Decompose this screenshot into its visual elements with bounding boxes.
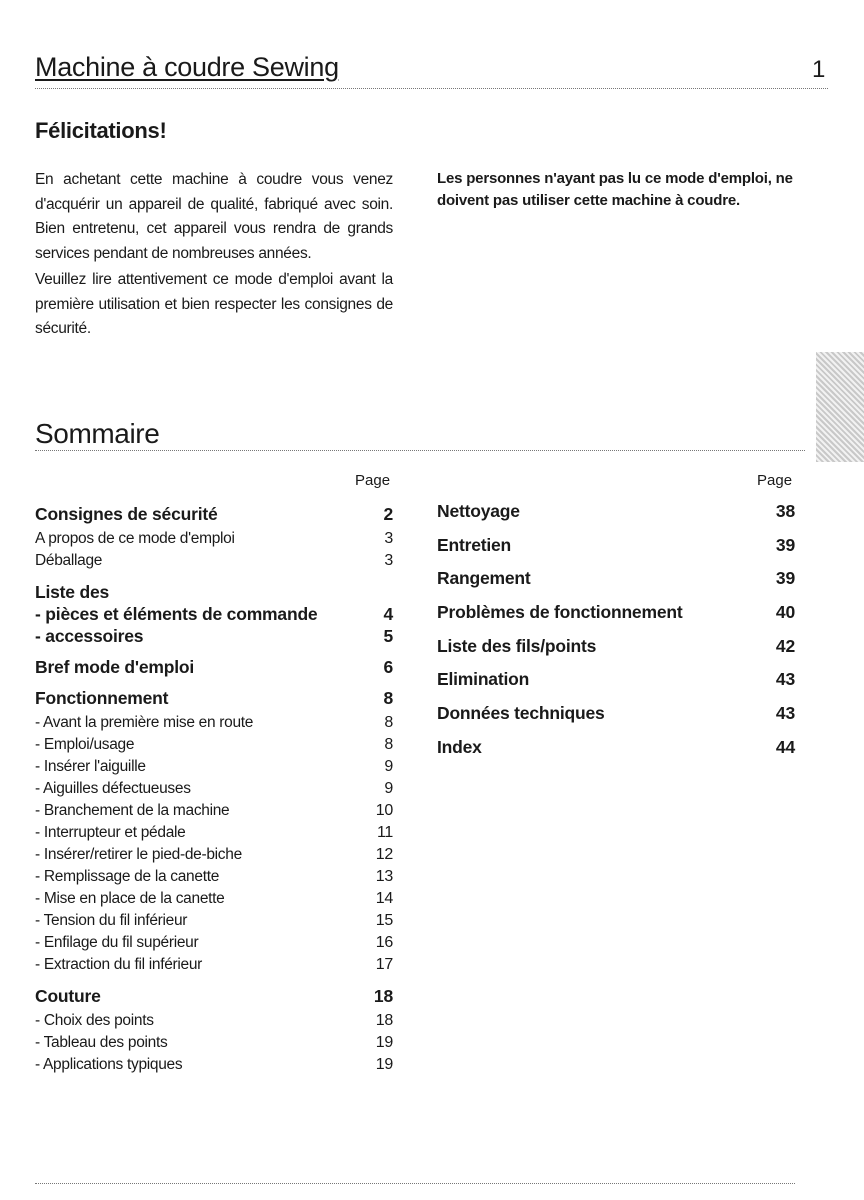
toc-entry-label: Problèmes de fonctionnement	[437, 602, 683, 623]
toc-entry	[35, 844, 393, 866]
toc-right-column	[437, 500, 795, 770]
toc-entry	[35, 603, 393, 625]
toc-entry-label: Elimination	[437, 669, 530, 690]
toc-entry-page: 8	[384, 736, 393, 753]
toc-entry	[35, 866, 393, 888]
intro-text	[35, 168, 393, 344]
toc-entry-label: - Insérer l'aiguille	[35, 758, 146, 775]
toc-entry-label: - Aiguilles défectueuses	[35, 780, 191, 797]
toc-entry	[437, 567, 795, 589]
toc-entry	[35, 888, 393, 910]
toc-entry	[35, 778, 393, 800]
toc-entry	[35, 822, 393, 844]
toc-entry-label: - Mise en place de la canette	[35, 890, 225, 907]
toc-entry-label: Données techniques	[437, 703, 605, 724]
toc-entry-page: 38	[775, 501, 795, 521]
intro-paragraph: En achetant cette machine à coudre vous venez d'acquérir un appareil de qualité, fabriqué avec soin. Bien entretenu, cet appareil vous rendra de grands services pendant de nombreuses années.	[35, 171, 393, 262]
toc-entry-label: - Enfilage du fil supérieur	[35, 934, 199, 951]
toc-entry-label: - Avant la première mise en route	[35, 714, 254, 731]
toc-entry-label: Liste des fils/points	[437, 635, 597, 656]
toc-entry	[35, 581, 393, 603]
footer-divider	[35, 1183, 795, 1184]
toc-entry-page: 15	[375, 912, 393, 929]
toc-entry-page: 10	[375, 802, 393, 819]
toc-entry-label: - Choix des points	[35, 1012, 154, 1029]
toc-entry	[35, 1054, 393, 1076]
intro-paragraph: Veuillez lire attentivement ce mode d'emploi avant la première utilisation et bien respecter les consignes de sécurité.	[35, 271, 393, 337]
toc-entry	[437, 500, 795, 522]
toc-title: Sommaire	[35, 418, 160, 449]
toc-entry	[35, 712, 393, 734]
toc-page-label-right: Page	[757, 472, 793, 489]
toc-entry	[437, 601, 795, 623]
toc-entry-page: 6	[383, 657, 393, 677]
toc-entry-page: 18	[375, 1012, 393, 1029]
toc-page-label-left: Page	[355, 472, 391, 489]
toc-entry-page: 39	[775, 568, 795, 589]
toc-entry-label: - Emploi/usage	[35, 736, 135, 753]
toc-entry-page: 19	[375, 1056, 393, 1073]
toc-entry-label: Couture	[35, 986, 101, 1006]
toc-entry-page: 43	[775, 669, 795, 690]
toc-entry	[35, 954, 393, 976]
toc-entry-page: 5	[383, 626, 393, 646]
toc-entry-label: - Interrupteur et pédale	[35, 824, 186, 841]
toc-entry	[35, 503, 393, 525]
toc-entry-label: - Branchement de la machine	[35, 802, 230, 819]
toc-entry-page: 44	[775, 736, 795, 757]
toc-entry-page: 39	[775, 534, 795, 555]
toc-entry	[35, 985, 393, 1007]
toc-entry-label: - Insérer/retirer le pied-de-biche	[35, 846, 242, 863]
toc-entry-page: 11	[376, 824, 393, 841]
page-number: 1	[812, 56, 826, 83]
toc-entry	[35, 910, 393, 932]
toc-entry-page: 9	[384, 780, 393, 797]
toc-entry-label: Index	[437, 736, 482, 757]
toc-entry-label: - Applications typiques	[35, 1056, 183, 1073]
toc-entry-page: 3	[384, 530, 393, 547]
toc-entry	[35, 656, 393, 678]
side-tab-marker	[816, 352, 864, 462]
toc-entry-label: - Tension du fil inférieur	[35, 912, 188, 929]
toc-entry-page: 8	[384, 714, 393, 731]
toc-entry-label: - Extraction du fil inférieur	[35, 956, 203, 973]
toc-entry	[437, 668, 795, 690]
toc-entry-label: - pièces et éléments de commande	[35, 604, 318, 624]
toc-left-column	[35, 500, 393, 1076]
toc-entry	[437, 702, 795, 724]
toc-entry-label: A propos de ce mode d'emploi	[35, 530, 235, 547]
toc-entry-page: 12	[375, 846, 393, 863]
toc-entry-label: Liste des	[35, 582, 110, 602]
toc-entry-label: Déballage	[35, 552, 103, 569]
toc-entry-label: Rangement	[437, 568, 531, 589]
toc-entry	[437, 736, 795, 758]
toc-entry	[35, 734, 393, 756]
header-divider	[35, 88, 828, 89]
toc-entry-label: Entretien	[437, 534, 512, 555]
toc-entry-page: 19	[375, 1034, 393, 1051]
toc-entry-page: 42	[775, 635, 795, 656]
toc-entry-page: 3	[384, 552, 393, 569]
toc-entry	[437, 534, 795, 556]
page-title: Machine à coudre Sewing	[35, 52, 339, 82]
toc-entry	[35, 528, 393, 550]
toc-entry-label: Bref mode d'emploi	[35, 657, 195, 677]
toc-entry-page: 40	[775, 602, 795, 623]
toc-entry-page: 43	[775, 703, 795, 724]
toc-entry	[35, 687, 393, 709]
toc-entry	[35, 800, 393, 822]
toc-entry	[35, 756, 393, 778]
toc-entry-page: 17	[375, 956, 393, 973]
toc-entry-page: 14	[375, 890, 393, 907]
toc-entry-label: Consignes de sécurité	[35, 504, 218, 524]
toc-entry-label: - Tableau des points	[35, 1034, 168, 1051]
toc-entry-page: 16	[375, 934, 393, 951]
toc-entry-page: 13	[375, 868, 393, 885]
congratulations-heading: Félicitations!	[35, 118, 167, 143]
toc-entry-page: 8	[383, 688, 393, 708]
toc-entry	[35, 625, 393, 647]
toc-entry-page: 18	[373, 986, 393, 1006]
toc-entry	[35, 932, 393, 954]
toc-entry-page: 4	[383, 604, 393, 624]
safety-warning: Les personnes n'ayant pas lu ce mode d'emploi, ne doivent pas utiliser cette machine à coudre.	[437, 170, 793, 209]
toc-entry	[35, 1032, 393, 1054]
toc-entry-page: 2	[383, 504, 393, 524]
toc-entry-label: - Remplissage de la canette	[35, 868, 220, 885]
toc-entry-label: Fonctionnement	[35, 688, 169, 708]
toc-entry-label: Nettoyage	[437, 501, 520, 521]
toc-entry	[437, 635, 795, 657]
toc-divider	[35, 450, 805, 451]
toc-entry	[35, 1010, 393, 1032]
toc-entry	[35, 550, 393, 572]
toc-entry-page: 9	[384, 758, 393, 775]
toc-entry-label: - accessoires	[35, 626, 144, 646]
